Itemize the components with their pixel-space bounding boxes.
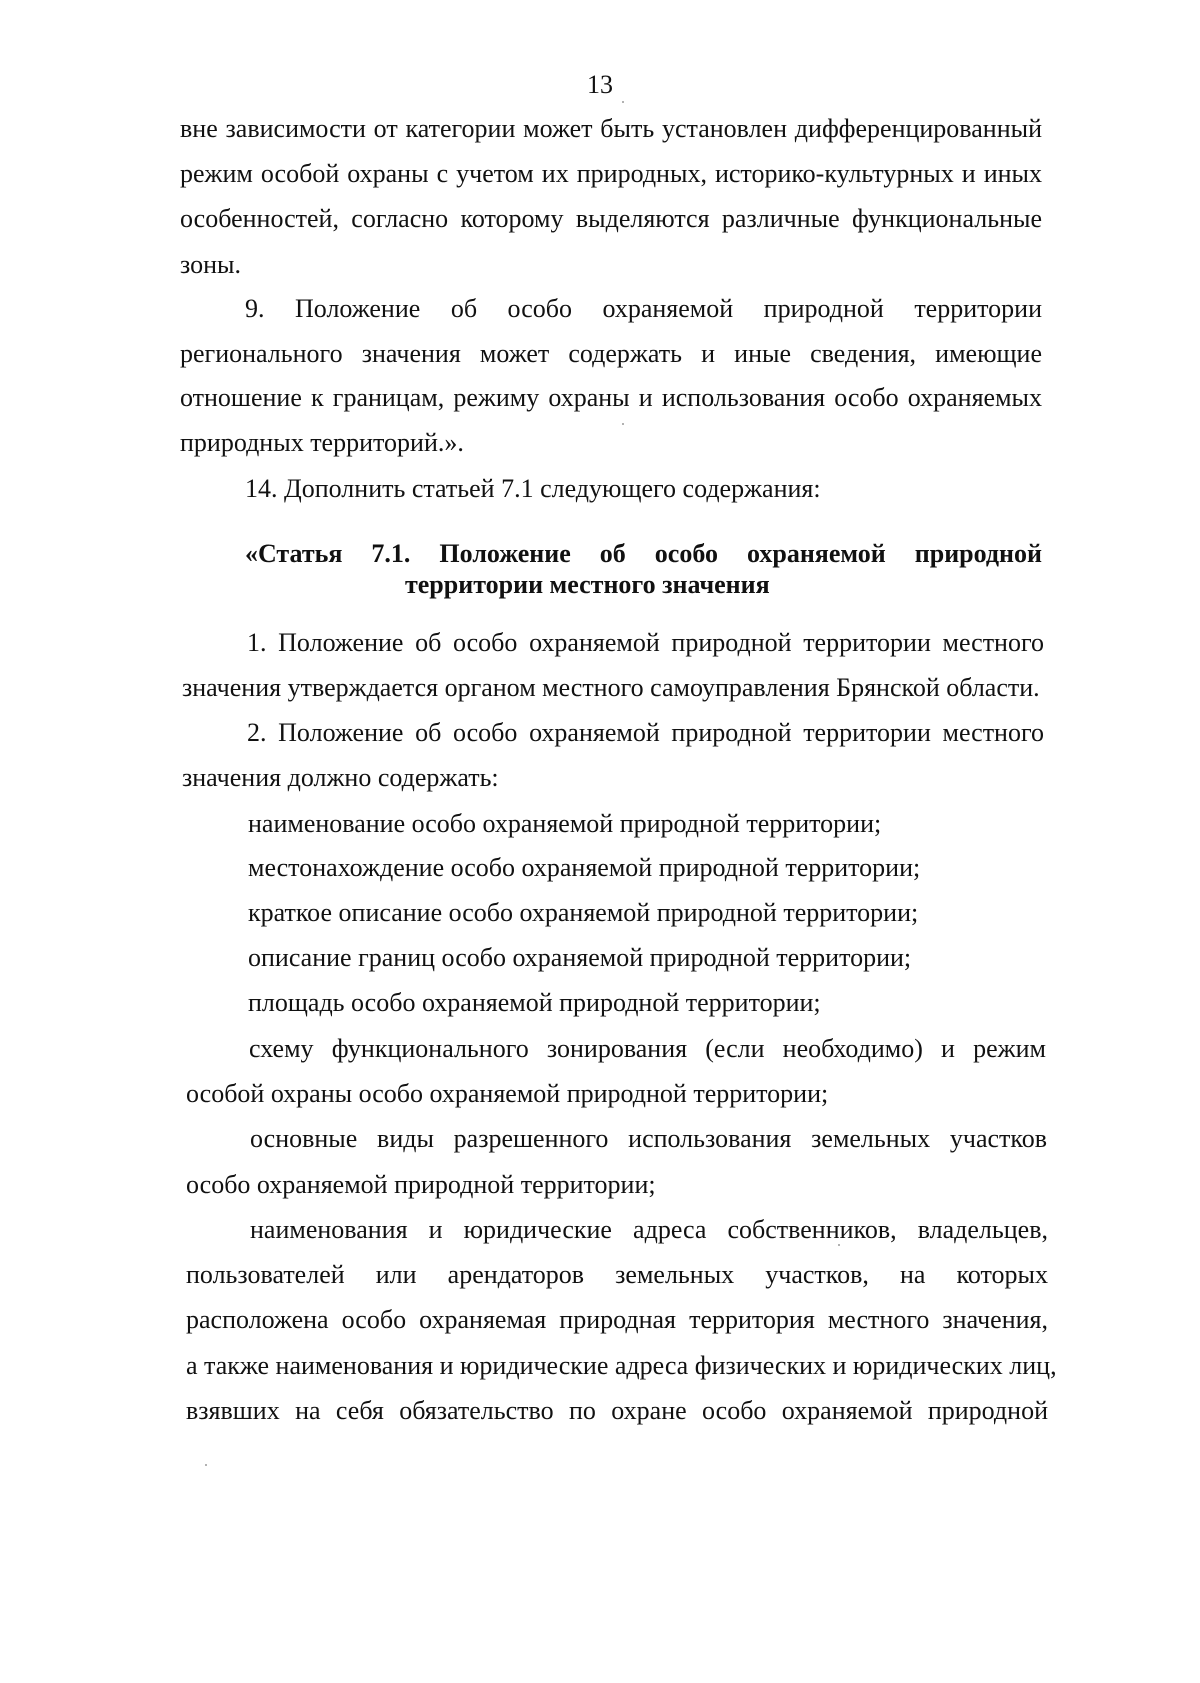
list-item: площадь особо охраняемой природной территории; (248, 988, 821, 1017)
scan-speck (205, 1464, 207, 1466)
text-line: природных территорий.». (180, 428, 464, 457)
heading-line: «Статья 7.1. Положение об особо охраняемой природной (245, 539, 1042, 568)
text-line: значения утверждается органом местного самоуправления Брянской области. (182, 673, 1040, 702)
text-line: 9. Положение об особо охраняемой природной территории (245, 294, 1042, 323)
page-number: 13 (587, 70, 613, 99)
text-line: особой охраны особо охраняемой природной территории; (186, 1079, 829, 1108)
list-item: краткое описание особо охраняемой природной территории; (248, 898, 919, 927)
text-line: регионального значения может содержать и иные сведения, имеющие (180, 339, 1042, 368)
text-line: пользователей или арендаторов земельных участков, на которых (186, 1260, 1048, 1289)
text-line: значения должно содержать: (182, 763, 499, 792)
list-item: местонахождение особо охраняемой природной территории; (248, 853, 921, 882)
text-line: наименования и юридические адреса собственников, владельцев, (250, 1215, 1048, 1244)
text-line: расположена особо охраняемая природная территория местного значения, (186, 1305, 1048, 1334)
text-line: 2. Положение об особо охраняемой природной территории местного (247, 718, 1044, 747)
text-line: 14. Дополнить статьей 7.1 следующего содержания: (245, 474, 821, 503)
text-line: особо охраняемой природной территории; (186, 1170, 656, 1199)
text-line: вне зависимости от категории может быть установлен дифференцированный (180, 114, 1042, 143)
text-line: схему функционального зонирования (если необходимо) и режим (249, 1034, 1046, 1063)
text-line: отношение к границам, режиму охраны и использования особо охраняемых (180, 383, 1042, 412)
list-item: наименование особо охраняемой природной территории; (248, 809, 882, 838)
heading-line: территории местного значения (405, 570, 770, 599)
text-line: зоны. (180, 250, 242, 279)
text-line: основные виды разрешенного использования земельных участков (250, 1124, 1047, 1153)
text-line: а также наименования и юридические адреса физических и юридических лиц, (186, 1351, 1057, 1380)
list-item: описание границ особо охраняемой природной территории; (248, 943, 912, 972)
scan-speck (838, 1244, 840, 1246)
scan-speck (622, 101, 624, 103)
text-line: взявших на себя обязательство по охране особо охраняемой природной (186, 1396, 1048, 1425)
scan-speck (622, 423, 624, 425)
text-line: особенностей, согласно которому выделяются различные функциональные (180, 204, 1042, 233)
text-line: режим особой охраны с учетом их природных, историко-культурных и иных (180, 159, 1042, 188)
text-line: 1. Положение об особо охраняемой природной территории местного (247, 628, 1044, 657)
